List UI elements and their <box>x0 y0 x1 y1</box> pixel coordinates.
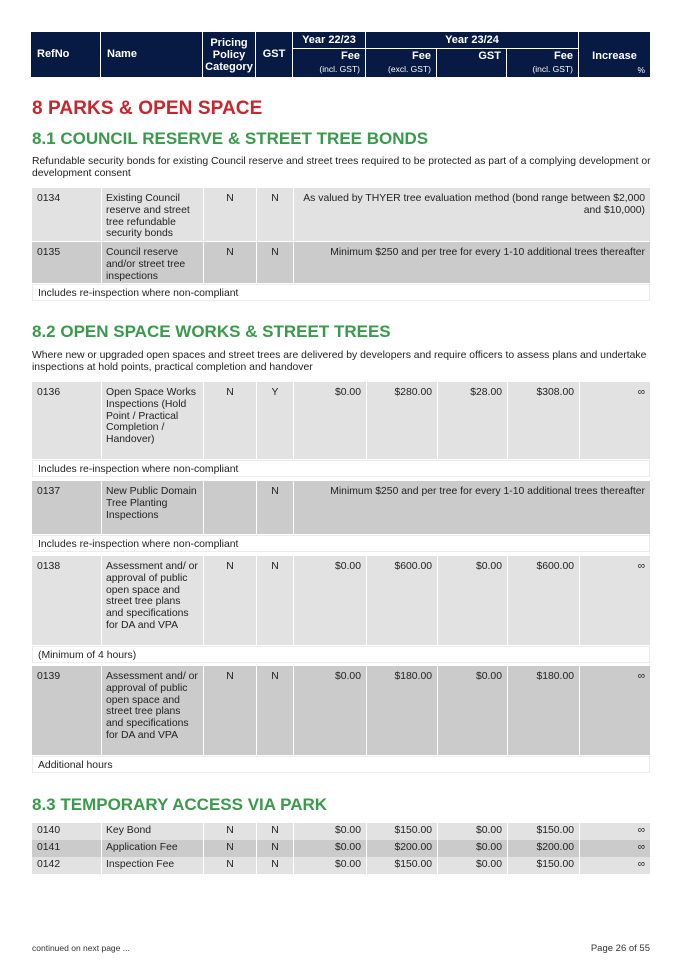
gst-flag: Y <box>257 382 293 459</box>
ref-number: 0137 <box>32 481 101 534</box>
increase-percent: ∞ <box>580 857 650 874</box>
pricing-policy-category <box>204 481 256 534</box>
fee-incl-gst-prev: $0.00 <box>294 382 366 459</box>
pricing-policy-category: N <box>204 188 256 241</box>
gst-flag: N <box>257 840 293 857</box>
gst-flag: N <box>257 857 293 874</box>
fee-name: Assessment and/ or approval of public open space and street tree plans and specifications for DA and VPA <box>102 666 203 755</box>
increase-percent: ∞ <box>580 823 650 840</box>
increase-percent: ∞ <box>580 840 650 857</box>
gst-amount: $0.00 <box>438 666 507 755</box>
row-note: Includes re-inspection where non-compliant <box>32 460 650 477</box>
continued-note: continued on next page ... <box>32 943 130 953</box>
fee-incl-gst-prev: $0.00 <box>294 823 366 840</box>
subsection-title-8-3: 8.3 TEMPORARY ACCESS VIA PARK <box>32 795 328 814</box>
pricing-policy-category: N <box>204 666 256 755</box>
ref-number: 0139 <box>32 666 101 755</box>
ref-number: 0138 <box>32 556 101 645</box>
fee-name: Open Space Works Inspections (Hold Point / Practical Completion / Handover) <box>102 382 203 459</box>
table-row <box>32 242 650 283</box>
row-note: Includes re-inspection where non-compliant <box>32 284 650 301</box>
ref-number: 0135 <box>32 242 101 283</box>
row-note: Includes re-inspection where non-compliant <box>32 535 650 552</box>
header-increase: Increase % <box>579 32 650 77</box>
gst-amount: $0.00 <box>438 857 507 874</box>
fee-description: As valued by THYER tree evaluation method (bond range between $2,000 and $10,000) <box>294 188 650 241</box>
fee-name: Inspection Fee <box>102 857 203 874</box>
subsection-description-8-1: Refundable security bonds for existing Council reserve and street trees required to be protected as part of a complying development or development consent <box>32 156 651 179</box>
row-note: (Minimum of 4 hours) <box>32 646 650 663</box>
increase-percent: ∞ <box>580 666 650 755</box>
increase-percent: ∞ <box>580 382 650 459</box>
gst-flag: N <box>257 823 293 840</box>
ref-number: 0140 <box>32 823 101 840</box>
pricing-policy-category: N <box>204 823 256 840</box>
fee-name: Assessment and/ or approval of public open space and street tree plans and specifications for DA and VPA <box>102 556 203 645</box>
fee-excl-gst: $600.00 <box>367 556 437 645</box>
fee-name: Application Fee <box>102 840 203 857</box>
fee-incl-gst: $600.00 <box>508 556 579 645</box>
ref-number: 0136 <box>32 382 101 459</box>
page-number: Page 26 of 55 <box>590 943 650 954</box>
gst-flag: N <box>257 556 293 645</box>
fee-incl-gst: $308.00 <box>508 382 579 459</box>
fee-incl-gst: $200.00 <box>508 840 579 857</box>
ref-number: 0141 <box>32 840 101 857</box>
pricing-policy-category: N <box>204 242 256 283</box>
gst-amount: $0.00 <box>438 840 507 857</box>
gst-amount: $0.00 <box>438 556 507 645</box>
pricing-policy-category: N <box>204 556 256 645</box>
subsection-description-8-2: Where new or upgraded open spaces and street trees are delivered by developers and require officers to assess plans and undertake inspections at hold points, practical completion and handover <box>32 350 647 373</box>
fee-excl-gst: $200.00 <box>367 840 437 857</box>
fee-name: New Public Domain Tree Planting Inspections <box>102 481 203 534</box>
fee-name: Key Bond <box>102 823 203 840</box>
fee-incl-gst-prev: $0.00 <box>294 857 366 874</box>
fee-excl-gst: $180.00 <box>367 666 437 755</box>
ref-number: 0134 <box>32 188 101 241</box>
gst-flag: N <box>257 188 293 241</box>
table-header <box>31 32 650 77</box>
table-row <box>32 840 650 857</box>
fee-name: Existing Council reserve and street tree refundable security bonds <box>102 188 203 241</box>
table-row <box>32 556 650 645</box>
increase-percent: ∞ <box>580 556 650 645</box>
gst-flag: N <box>257 242 293 283</box>
fee-incl-gst-prev: $0.00 <box>294 556 366 645</box>
gst-amount: $0.00 <box>438 823 507 840</box>
fee-excl-gst: $280.00 <box>367 382 437 459</box>
header-refno: RefNo <box>31 32 100 77</box>
fee-incl-gst: $150.00 <box>508 823 579 840</box>
header-fee-incl-prev: Fee (incl. GST) <box>293 49 365 77</box>
section-title: 8 PARKS & OPEN SPACE <box>32 98 263 119</box>
fee-incl-gst: $180.00 <box>508 666 579 755</box>
pricing-policy-category: N <box>204 840 256 857</box>
gst-amount: $28.00 <box>438 382 507 459</box>
header-fee-excl: Fee (excl. GST) <box>366 49 436 77</box>
table-row <box>32 188 650 241</box>
fee-incl-gst-prev: $0.00 <box>294 840 366 857</box>
pricing-policy-category: N <box>204 382 256 459</box>
fee-description: Minimum $250 and per tree for every 1-10 additional trees thereafter <box>294 242 650 283</box>
table-row <box>32 481 650 534</box>
fee-excl-gst: $150.00 <box>367 823 437 840</box>
table-row <box>32 666 650 755</box>
header-fee-incl: Fee (incl. GST) <box>507 49 578 77</box>
gst-flag: N <box>257 481 293 534</box>
pricing-policy-category: N <box>204 857 256 874</box>
subsection-title-8-1: 8.1 COUNCIL RESERVE & STREET TREE BONDS <box>32 129 429 148</box>
header-year-prev: Year 22/23 <box>293 32 365 48</box>
fee-name: Council reserve and/or street tree inspections <box>102 242 203 283</box>
row-note: Additional hours <box>32 756 650 773</box>
table-row <box>32 823 650 840</box>
header-gst: GST <box>256 32 292 77</box>
fee-incl-gst-prev: $0.00 <box>294 666 366 755</box>
fee-excl-gst: $150.00 <box>367 857 437 874</box>
gst-flag: N <box>257 666 293 755</box>
header-pricing-policy-category: Pricing Policy Category <box>203 32 255 77</box>
fee-incl-gst: $150.00 <box>508 857 579 874</box>
header-gst-amount: GST <box>437 49 506 77</box>
header-year-curr: Year 23/24 <box>366 32 578 48</box>
fee-description: Minimum $250 and per tree for every 1-10 additional trees thereafter <box>294 481 650 534</box>
table-row <box>32 382 650 459</box>
table-row <box>32 857 650 874</box>
subsection-title-8-2: 8.2 OPEN SPACE WORKS & STREET TREES <box>32 322 391 341</box>
header-name: Name <box>101 32 202 77</box>
ref-number: 0142 <box>32 857 101 874</box>
